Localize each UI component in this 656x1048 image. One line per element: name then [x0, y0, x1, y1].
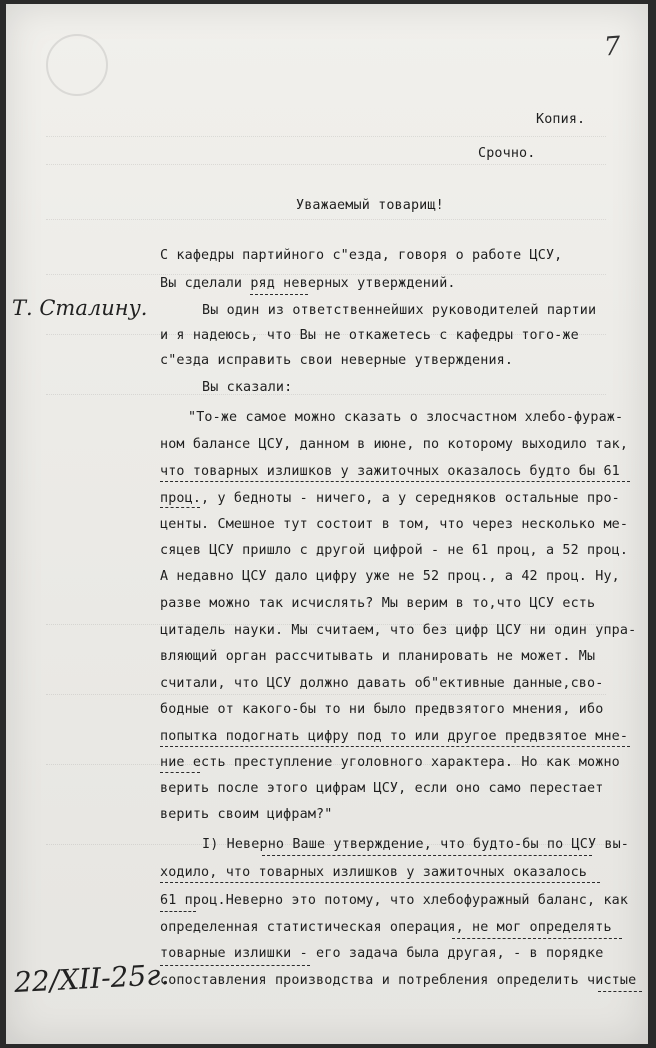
letter-line: центы. Смешное тут состоит в том, что через несколько ме- — [160, 517, 629, 532]
underline-mark — [160, 746, 630, 747]
letter-line: проц., у бедноты - ничего, а у середняков остальные про- — [160, 491, 620, 506]
letter-line: бодные от какого-бы то ни было предвзятого мнения, ибо — [160, 702, 604, 717]
letter-line: ном балансе ЦСУ, данном в июне, по которому выходило так, — [160, 437, 629, 452]
letter-line: ние есть преступление уголовного характера. Но как можно — [160, 755, 620, 770]
underline-mark — [452, 938, 622, 939]
letter-line: считали, что ЦСУ должно давать об"ективные данные,сво- — [160, 676, 604, 691]
salutation: Уважаемый товарищ! — [296, 198, 444, 213]
bleed-through-line — [46, 164, 606, 165]
bleed-through-line — [46, 694, 606, 695]
letter-line: 61 проц.Неверно это потому, что хлебофуражный баланс, как — [160, 893, 629, 908]
letter-line: сопоставления производства и потребления определить чистые — [160, 973, 637, 988]
addressee-note: Т. Сталину. — [12, 296, 148, 320]
letter-line: "То-же самое можно сказать о злосчастном хлебо-фураж- — [188, 410, 624, 425]
urgent-mark: Срочно. — [478, 146, 536, 161]
letter-line: определенная статистическая операция, не мог определять — [160, 920, 612, 935]
letter-line: и я надеюсь, что Вы не откажетесь с кафедры того-же — [160, 328, 579, 343]
letter-line: ходило, что товарных излишков у зажиточных оказалось — [160, 865, 588, 880]
letter-line: попытка подогнать цифру под то или другое предвзятое мне- — [160, 729, 629, 744]
letter-line: С кафедры партийного с"езда, говоря о работе ЦСУ, — [160, 248, 563, 263]
underline-mark — [160, 882, 600, 883]
document-page — [6, 4, 648, 1044]
underline-mark — [160, 965, 310, 966]
letter-line: Вы сделали ряд неверных утверждений. — [160, 276, 456, 291]
underline-mark — [598, 991, 642, 992]
letter-line: верить после этого цифрам ЦСУ, если оно само перестает — [160, 781, 604, 796]
underline-mark — [262, 855, 592, 856]
archive-stamp — [46, 34, 108, 96]
letter-line: цитадель науки. Мы считаем, что без цифр ЦСУ ни один упра- — [160, 623, 637, 638]
bleed-through-line — [46, 219, 606, 220]
letter-line: Вы один из ответственнейших руководителей партии — [202, 303, 597, 318]
underline-mark — [250, 294, 308, 295]
letter-line: А недавно ЦСУ дало цифру уже не 52 проц., а 42 проц. Ну, — [160, 569, 620, 584]
letter-line: что товарных излишков у зажиточных оказалось будто бы 61 — [160, 464, 620, 479]
underline-mark — [160, 911, 196, 912]
underline-mark — [160, 481, 630, 482]
bleed-through-line — [46, 136, 606, 137]
bleed-through-line — [46, 394, 606, 395]
letter-line: Вы сказали: — [202, 380, 293, 395]
letter-line: с"езда исправить свои неверные утверждения. — [160, 353, 514, 368]
letter-line: разве можно так исчислять? Мы верим в то,что ЦСУ есть — [160, 596, 596, 611]
copy-mark: Копия. — [536, 112, 586, 127]
underline-mark — [160, 507, 200, 508]
letter-line: верить своим цифрам?" — [160, 807, 333, 822]
underline-mark — [160, 772, 200, 773]
letter-line: вляющий орган рассчитывать и планировать не может. Мы — [160, 649, 596, 664]
page-number: 7 — [602, 31, 622, 63]
letter-line: I) Неверно Ваше утверждение, что будто-бы по ЦСУ вы- — [202, 837, 630, 852]
date-note: 22/XII-25г. — [13, 957, 171, 1000]
bleed-through-line — [46, 274, 606, 275]
letter-line: сяцев ЦСУ пришло с другой цифрой - не 61 проц, а 52 проц. — [160, 543, 629, 558]
letter-line: товарные излишки - его задача была другая, - в порядке — [160, 946, 604, 961]
